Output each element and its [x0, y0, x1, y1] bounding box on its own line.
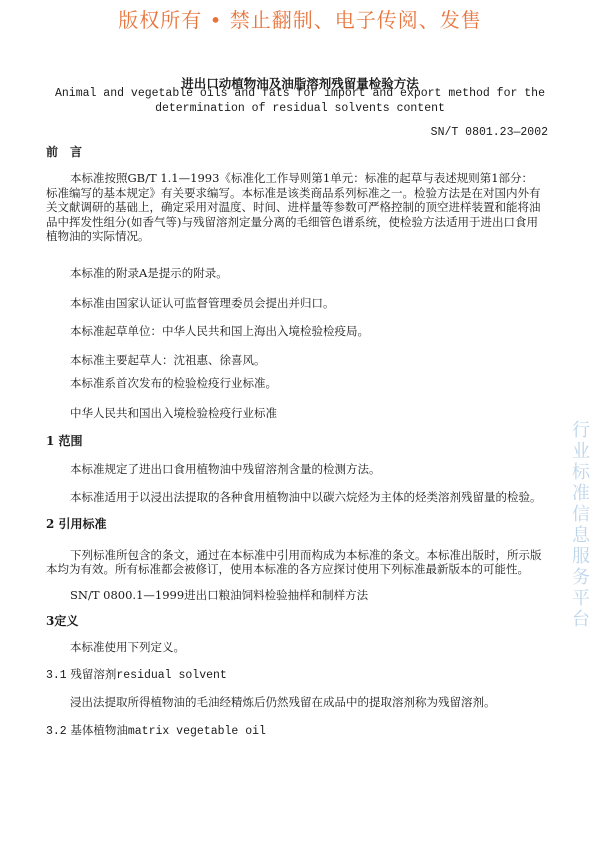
def-term-en: residual solvent: [116, 669, 227, 683]
section-3-heading: 3定义: [46, 613, 79, 628]
paragraph: 本标准主要起草人：沈祖惠、徐喜风。: [70, 352, 266, 367]
document-title-english: [0, 86, 600, 116]
def-term: 残留溶剂: [70, 667, 117, 682]
foreword-heading: 前 言: [46, 145, 83, 159]
paragraph: 浸出法提取所得植物油的毛油经精炼后仍然残留在成品中的提取溶剂称为残留溶剂。: [70, 694, 496, 709]
document-title: 进出口动植物油及油脂溶剂残留量检验方法: [181, 76, 419, 91]
reference-item: SN/T 0800.1—1999进出口粮油饲料检验抽样和制样方法: [70, 587, 369, 602]
paragraph: 本标准由国家认证认可监督管理委员会提出并归口。: [70, 295, 335, 310]
definition-3-1: [46, 667, 542, 684]
definition-3-2: [46, 723, 542, 740]
paragraph: 本标准规定了进出口食用植物油中残留溶剂含量的检测方法。: [70, 461, 381, 476]
title-en-text: Animal and vegetable oils and fats for import and export method for the determination of residual solvents content: [55, 87, 545, 115]
document-body: [46, 145, 542, 740]
watermark: 行业标准信息服务平台: [572, 420, 590, 630]
paragraph: 本标准按照GB/T 1.1—1993《标准化工作导则第1单元：标准的起草与表述规则第1部分：标准编写的基本规定》有关要求编写。本标准是该类商品系列标准之一。检验方法是在对国内外有关文献调研的基础上，确定采用对温度、时间、进样量等参数可严格控制的顶空进样装置和能将油品中挥发性组分(如香气等)与残留溶剂定量分离的毛细管色谱系统，使检验方法适用于进出口食用植物油的实际情况。: [46, 171, 541, 244]
def-number: 3.1: [46, 669, 67, 683]
section-1-heading: 1 范围: [46, 433, 83, 448]
paragraph: 本标准适用于以浸出法提取的各种食用植物油中以碳六烷烃为主体的烃类溶剂残留量的检验。: [70, 490, 542, 505]
paragraph: 本标准系首次发布的检验检疫行业标准。: [70, 376, 277, 391]
standard-code: SN/T 0801.23—2002: [430, 126, 548, 139]
section-2-heading: 2 引用标准: [46, 516, 107, 531]
def-number: 3.2: [46, 725, 67, 739]
paragraph: 中华人民共和国出入境检验检疫行业标准: [70, 405, 277, 420]
paragraph: 本标准的附录A是提示的附录。: [70, 265, 228, 280]
paragraph: 本标准使用下列定义。: [70, 639, 185, 654]
def-term-en: matrix vegetable oil: [127, 725, 266, 739]
copyright-banner: 版权所有 • 禁止翻制、电子传阅、发售: [118, 8, 482, 32]
paragraph: 本标准起草单位：中华人民共和国上海出入境检验检疫局。: [70, 324, 369, 339]
paragraph: 下列标准所包含的条文，通过在本标准中引用而构成为本标准的条文。本标准出版时，所示版本均为有效。所有标准都会被修订，使用本标准的各方应探讨使用下列标准最新版本的可能性。: [46, 547, 542, 577]
def-term: 基体植物油: [70, 723, 128, 738]
